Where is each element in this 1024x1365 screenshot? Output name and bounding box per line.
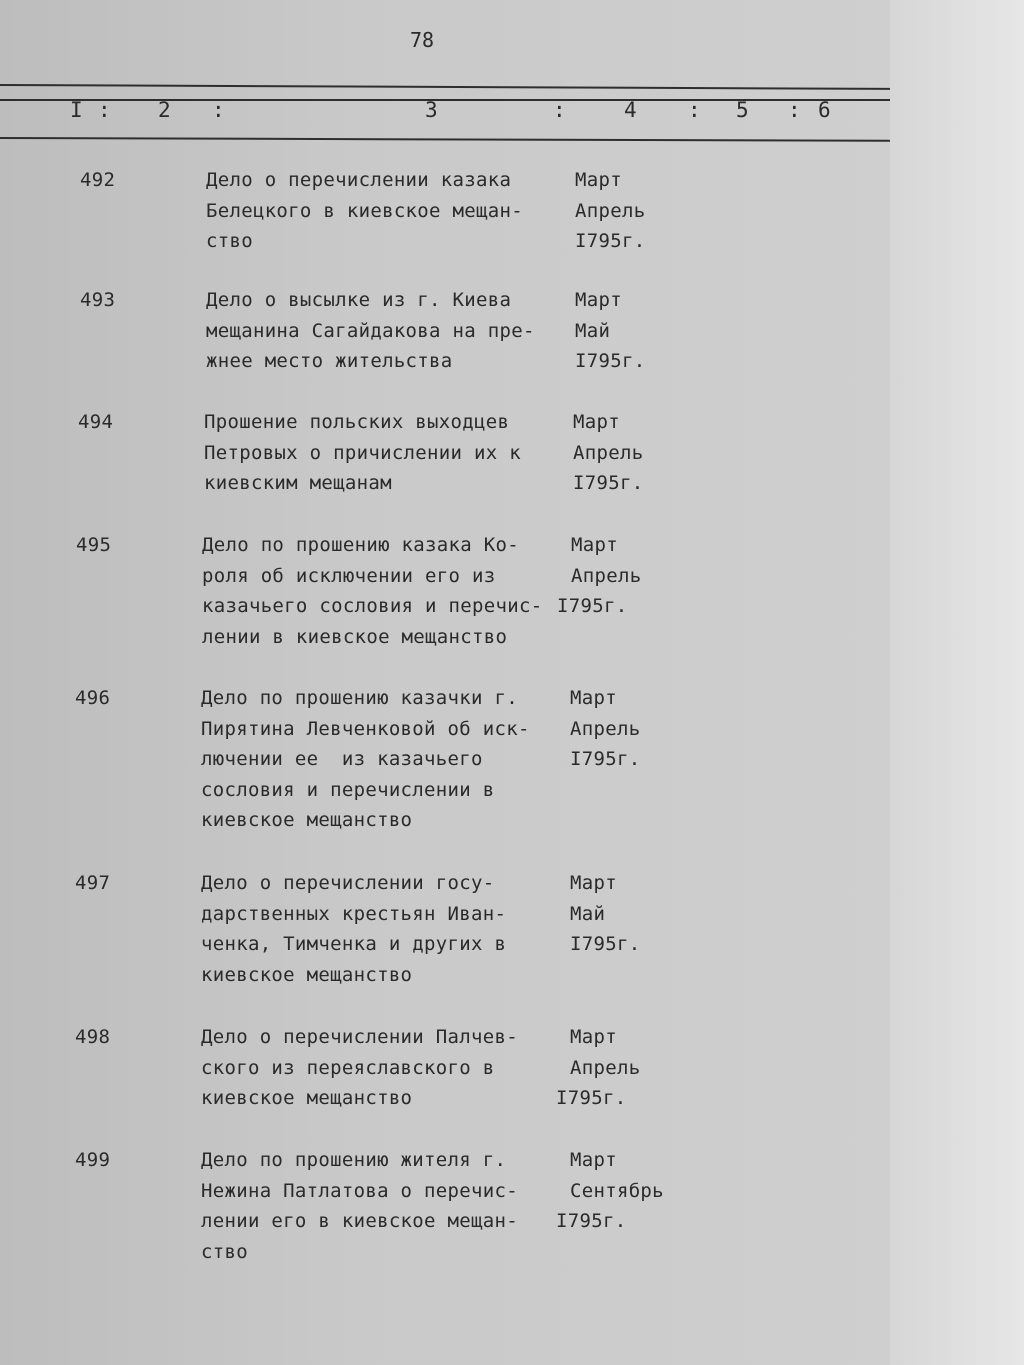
entry-date: [556, 1022, 641, 1114]
date-line: I795г.: [557, 595, 628, 617]
description-line: дарственных крестьян Иван-: [201, 902, 507, 925]
description-line: сословия и перечислении в: [201, 778, 495, 801]
date-line: Март: [570, 1026, 617, 1048]
entry-description: [201, 868, 506, 990]
description-line: Дело о перечислении Палчев-: [201, 1026, 518, 1048]
description-line: ство: [206, 230, 253, 252]
description-line: Дело по прошению жителя г.: [201, 1149, 507, 1171]
page-edge-background: [890, 0, 1024, 1365]
description-line: ство: [201, 1240, 248, 1263]
entry-date: [570, 683, 640, 775]
entry-date: [575, 285, 645, 377]
date-line: I795г.: [556, 1087, 627, 1109]
date-line: Март: [570, 1149, 617, 1171]
date-line: I795г.: [570, 933, 641, 955]
entry-description: [204, 407, 521, 499]
date-line: Март: [570, 687, 617, 709]
description-line: лении в киевское мещанство: [202, 625, 508, 648]
description-line: Нежина Патлатова о перечис-: [201, 1179, 518, 1202]
entry-date: [556, 1145, 664, 1237]
date-line: Март: [570, 872, 617, 894]
column-header-4: 4: [624, 98, 638, 122]
column-header-2: 2: [158, 98, 172, 122]
entry-date: [570, 868, 640, 960]
entry-number: 498: [75, 1026, 111, 1048]
date-line: I795г.: [573, 472, 644, 494]
description-line: лючении ее из казачьего: [201, 748, 483, 770]
entry-description: [201, 1022, 518, 1114]
description-line: киевское мещанство: [201, 1087, 413, 1109]
entry-description: [206, 285, 535, 377]
entry-number: 493: [80, 289, 116, 311]
date-line: Март: [573, 411, 620, 433]
date-line: I795г.: [570, 748, 641, 770]
date-line: Апрель: [570, 1056, 641, 1079]
date-line: Май: [570, 902, 606, 925]
entry-date: [557, 530, 642, 622]
date-line: Март: [575, 169, 622, 191]
column-separator: :: [788, 98, 802, 122]
date-line: Апрель: [573, 441, 644, 464]
description-line: киевское мещанство: [201, 963, 413, 986]
date-line: Май: [575, 319, 611, 342]
page-number: 78: [410, 28, 435, 52]
column-separator: :: [98, 98, 112, 122]
column-header-5: 5: [736, 98, 750, 122]
date-line: Апрель: [575, 199, 646, 222]
description-line: казачьего сословия и перечис-: [202, 595, 543, 617]
entry-date: [575, 165, 645, 257]
description-line: киевское мещанство: [201, 809, 413, 831]
description-line: Дело о перечислении казака: [206, 169, 512, 191]
description-line: роля об исключении его из: [202, 564, 496, 587]
column-separator: :: [688, 98, 702, 122]
header-rule-top: [0, 84, 890, 90]
description-line: Дело по прошению казачки г.: [201, 687, 518, 709]
description-line: мещанина Сагайдакова на пре-: [206, 319, 535, 342]
column-header-1: I: [70, 98, 84, 122]
header-rule-bottom: [0, 137, 890, 142]
description-line: ского из переяславского в: [201, 1056, 495, 1079]
date-line: Март: [571, 534, 618, 556]
entry-number: 496: [75, 687, 111, 709]
date-line: Апрель: [571, 564, 642, 587]
description-line: Петровых о причислении их к: [204, 441, 521, 464]
description-line: жнее место жительства: [206, 350, 453, 372]
description-line: Белецкого в киевское мещан-: [206, 199, 523, 222]
date-line: Апрель: [570, 717, 641, 740]
entry-description: [202, 530, 542, 652]
entry-number: 497: [75, 872, 111, 894]
description-line: ченка, Тимченка и других в: [201, 933, 507, 955]
column-separator: :: [212, 98, 226, 122]
entry-description: [206, 165, 523, 257]
entry-description: [201, 683, 530, 836]
date-line: Март: [575, 289, 622, 311]
entry-number: 499: [75, 1149, 111, 1171]
date-line: I795г.: [575, 350, 646, 372]
description-line: лении его в киевское мещан-: [201, 1210, 518, 1232]
description-line: Дело о высылке из г. Киева: [206, 289, 512, 311]
entry-description: [201, 1145, 518, 1267]
description-line: Пирятина Левченковой об иск-: [201, 717, 530, 740]
date-line: I795г.: [556, 1210, 627, 1232]
description-line: киевским мещанам: [204, 472, 392, 494]
header-rule-top-inner: [0, 99, 890, 101]
entry-number: 494: [78, 411, 114, 433]
description-line: Дело о перечислении госу-: [201, 872, 495, 894]
column-separator: :: [553, 98, 567, 122]
column-header-6: 6: [818, 98, 832, 122]
date-line: I795г.: [575, 230, 646, 252]
entry-date: [573, 407, 643, 499]
entry-number: 495: [76, 534, 112, 556]
column-header-3: 3: [425, 98, 439, 122]
description-line: Дело по прошению казака Ко-: [202, 534, 519, 556]
entry-number: 492: [80, 169, 116, 191]
description-line: Прошение польских выходцев: [204, 411, 510, 433]
date-line: Сентябрь: [570, 1179, 664, 1202]
